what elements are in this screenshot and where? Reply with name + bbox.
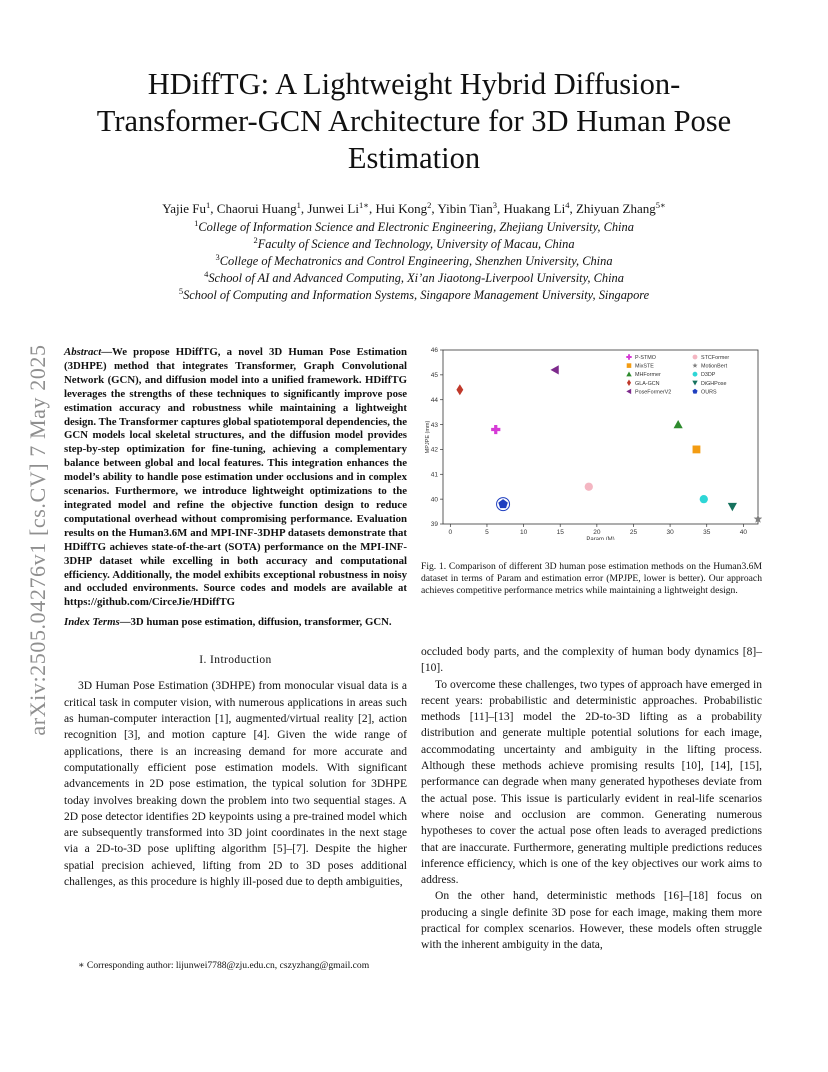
affiliation-mark: 1 (194, 218, 199, 228)
figure-1-caption: Fig. 1. Comparison of different 3D human pose estimation methods on the Human3.6M dataset in terms of Param and estimation error (MPJPE, lower is better). Our approach achieves competitive performance metrics while maintaining a lightweight design. (421, 561, 762, 597)
index-terms-text: —3D human pose estimation, diffusion, transformer, GCN. (119, 616, 392, 629)
affiliation-text: School of AI and Advanced Computing, Xi’an Jiaotong-Liverpool University, China (208, 271, 624, 285)
author-name: Hui Kong (375, 201, 428, 216)
author-name: Junwei Li (307, 201, 359, 216)
scatter-plot (421, 344, 762, 540)
legend-marker (626, 372, 631, 377)
footnote-corresponding-author: ∗ Corresponding author: lijunwei7788@zju.edu.cn, cszyzhang@gmail.com (78, 960, 370, 971)
legend-label: P-STMO (635, 355, 656, 361)
legend-label: MotionBert (701, 363, 728, 370)
x-tick-label: 25 (629, 529, 638, 536)
author-name: Zhiyuan Zhang (575, 201, 656, 216)
x-tick-label: 15 (556, 529, 564, 536)
y-tick-label: 43 (430, 421, 438, 429)
right-paragraph-0: occluded body parts, and the complexity of human body dynamics [8]–[10]. (421, 646, 762, 675)
x-axis-label: Param (M) (586, 537, 615, 540)
right-paragraph-2: On the other hand, deterministic methods [16]–[18] focus on producing a single definite 3D pose for each image, making them more practical for complex scenarios. However, these models often struggle with the inherent ambiguity in the data, (421, 890, 762, 952)
y-tick-label: 44 (430, 396, 438, 404)
legend-label: OURS (701, 389, 717, 396)
data-point-stcformer (585, 483, 593, 491)
affiliation-list (70, 219, 758, 304)
arxiv-identifier: arXiv:2505.04276v1 [cs.CV] 7 May 2025 (25, 344, 50, 736)
y-tick-label: 40 (430, 496, 438, 504)
legend-marker (692, 381, 697, 386)
affiliation-line (70, 287, 758, 304)
legend-marker (692, 389, 697, 394)
legend-marker (626, 389, 631, 394)
data-point-poseformerv2 (550, 365, 558, 374)
affiliation-text: College of Mechatronics and Control Engineering, Shenzhen University, China (219, 254, 613, 268)
x-tick-label: 20 (593, 529, 601, 536)
figure-1-scatter-chart (421, 344, 762, 540)
affiliation-text: College of Information Science and Electronic Engineering, Zhejiang University, China (198, 220, 634, 234)
author-name: Huakang Li (503, 201, 566, 216)
legend-label: PoseFormerV2 (635, 389, 672, 396)
affiliation-mark: 2 (253, 235, 258, 245)
affiliation-mark: 4 (204, 269, 209, 279)
author-name: Yibin Tian (437, 201, 493, 216)
affiliation-text: Faculty of Science and Technology, University of Macau, China (257, 237, 575, 251)
author-name: Yajie Fu (162, 201, 207, 216)
data-point-mixste (693, 446, 701, 454)
y-tick-label: 46 (430, 347, 438, 355)
data-point-p-stmo (491, 425, 500, 434)
x-tick-label: 5 (485, 529, 489, 536)
affiliation-line (70, 253, 758, 270)
author-list: Yajie Fu$^1$, Chaorui Huang$^1$, Junwei $Li^{1∗}$, Hui Kong$^2$, Yibin Tian$^3$, Huakang Li$^4$, Zhiyuan Zhang$^{5∗}$ (162, 200, 666, 216)
x-tick-label: 30 (666, 529, 674, 536)
x-tick-label: 40 (739, 529, 747, 536)
paper-title: HDiffTG: A Lightweight Hybrid Diffusion-Transformer-GCN Architecture for 3D Human Pose Estimation (96, 67, 732, 175)
author-affiliation-mark: 1 (206, 200, 211, 210)
data-point-mhformer (674, 420, 683, 428)
legend-marker (692, 363, 697, 368)
index-terms (64, 616, 407, 630)
affiliation-line (70, 236, 758, 253)
y-tick-label: 42 (430, 446, 438, 454)
y-tick-label: 41 (430, 471, 438, 479)
legend-marker (627, 363, 632, 368)
left-column (64, 346, 407, 890)
legend-label: D3DP (701, 372, 716, 379)
x-tick-label: 0 (448, 529, 453, 536)
affiliation-mark: 5 (178, 286, 184, 296)
legend-label: MHFormer (635, 372, 661, 379)
abstract (64, 346, 407, 610)
legend-marker (693, 372, 698, 377)
author-affiliation-mark: 1 (296, 200, 301, 210)
right-column (421, 644, 762, 954)
affiliation-line (70, 219, 758, 236)
y-tick-label: 45 (430, 372, 438, 380)
y-axis-label: MPJPE (mm) (425, 420, 431, 454)
affiliation-text: School of Computing and Information Systems, Singapore Management University, Singapore (183, 288, 650, 302)
legend-label: STCFormer (701, 355, 730, 361)
legend-label: GLA-GCN (635, 380, 660, 387)
data-point-dighpose (728, 503, 737, 511)
legend-marker (627, 380, 631, 386)
y-tick-label: 39 (430, 521, 438, 529)
affiliation-line (70, 270, 758, 287)
author-affiliation-mark: 2 (427, 200, 432, 210)
author-affiliation-mark: 1∗ (358, 200, 370, 210)
x-tick-label: 35 (703, 529, 711, 536)
intro-paragraph: 3D Human Pose Estimation (3DHPE) from monocular visual data is a critical task in computer vision, with numerous applications in areas such as human-computer interaction [1], augmented/virtual reality [2], action recognition [3], and motion capture [4]. Given the wide range of applications, there is an increasing demand for more accurate and computationally efficient pose estimation models. With significant advancements in 2D pose estimation, the typical solution for 3DHPE today involves breaking down the problem into two sequential stages. A 2D pose detector identifies 2D keypoints using a pre-trained model which are subsequently transformed into 3D joint coordinates in the next stage via a 2D-to-3D pose uplifting algorithm [5]–[7]. Despite the higher spatial precision achieved, lifting from 2D to 3D poses additional challenges, as this procedure is highly ill-posed due to depth ambiguities, (64, 680, 407, 888)
author-affiliation-mark: 4 (565, 200, 570, 210)
arxiv-sidebar (12, 300, 64, 780)
legend-label: MixSTE (635, 363, 654, 370)
data-point-gla-gcn (456, 384, 463, 395)
author-name: Chaorui Huang (216, 201, 297, 216)
affiliation-mark: 3 (215, 252, 220, 262)
legend-label: DiGHPose (701, 380, 727, 387)
right-paragraph-1: To overcome these challenges, two types of approach have emerged in recent years: probabilistic and deterministic approaches. Probabilistic methods [11]–[13] model the 2D-to-3D lifting as a probability distribution and generate multiple potential solutions for each image, accommodating uncertainty and ambiguity in the lifting process. Although these methods achieve promising results [10], [14], [15], performance can degrade when many generated hypotheses deviate from the actual pose. This issue is particularly evident in real-life scenarios where noise and occlusion are common. Generating numerous hypotheses to cover the actual pose often leads to averaged predictions that are inaccurate. Furthermore, generating multiple predictions reduces inference efficiency, which is one of the key objectives our work aims to address. (421, 678, 762, 887)
legend-marker (693, 355, 698, 360)
legend-marker (626, 354, 631, 359)
author-affiliation-mark: 3 (492, 200, 497, 210)
index-terms-label: Index Terms (64, 616, 120, 629)
data-point-d3dp (700, 495, 708, 503)
abstract-label: Abstract (64, 346, 102, 358)
author-affiliation-mark: 5∗ (655, 200, 666, 210)
section-heading-introduction: I. Introduction (199, 654, 272, 667)
x-tick-label: 10 (519, 529, 528, 536)
abstract-text: —We propose HDiffTG, a novel 3D Human Pose Estimation (3DHPE) method that integrates Transformer, Graph Convolutional Network (GCN), and diffusion model into a unified framework. HDiffTG leverages the strengths of these techniques to significantly improve pose estimation accuracy and robustness while maintaining a lightweight design. The Transformer captures global spatiotemporal dependencies, the GCN models local skeletal structures, and the diffusion model provides step-by-step optimization for fine-tuning, achieving a complementary balance between global and local features. This integration enhances the model’s ability to handle pose estimation under occlusions and in complex scenarios. Furthermore, we introduce lightweight optimizations to the integrated model and refine the objective function design to reduce computational overhead without compromising performance. Evaluation results on the Human3.6M and MPI-INF-3DHP datasets demonstrate that HDiffTG achieves state-of-the-art (SOTA) performance on the MPI-INF-3DHP dataset while excelling in both accuracy and computational efficiency. Additionally, the model exhibits exceptional robustness in noisy and occluded environments. Source codes and models are available at https://github.com/CirceJie/HDiffTG (64, 346, 408, 609)
